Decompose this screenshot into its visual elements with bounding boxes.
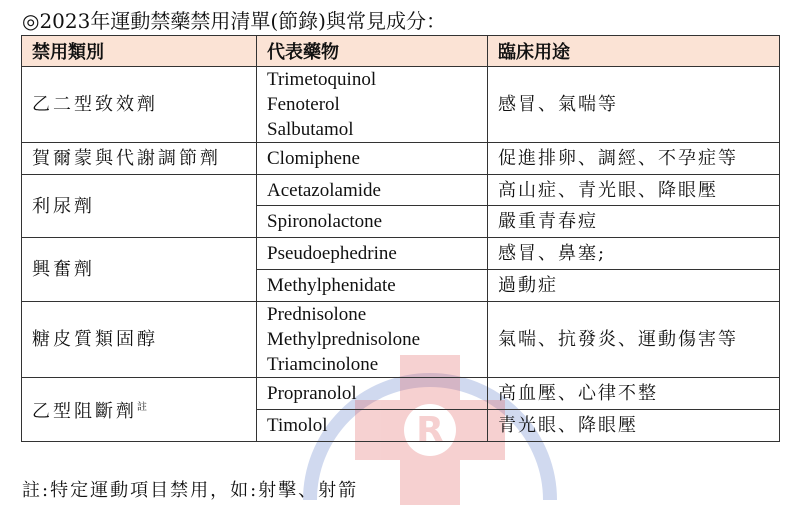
drug-name: Spironolactone [267, 211, 383, 232]
use-cell: 高血壓、心律不整 [488, 378, 780, 410]
footnote: 註:特定運動項目禁用，如:射擊、射箭 [22, 480, 359, 501]
drug-name: Pseudoephedrine [267, 243, 397, 264]
category-label: 糖皮質類固醇 [32, 329, 158, 350]
drug-cell [257, 206, 488, 238]
list-heading: ◎2023年運動禁藥禁用清單(節錄)與常見成分： [22, 9, 446, 33]
category-cell [22, 67, 257, 143]
table-header-row [22, 36, 780, 67]
drug-cell [257, 175, 488, 206]
table-row [22, 238, 780, 270]
drug-cell [257, 270, 488, 302]
use-cell: 氣喘、抗發炎、運動傷害等 [488, 302, 780, 378]
table-row [22, 378, 780, 410]
drug-cell [257, 143, 488, 175]
drug-name: Salbutamol [267, 119, 354, 140]
banned-substances-table [21, 35, 780, 442]
drug-name: Fenoterol [267, 94, 340, 115]
table-row [22, 302, 780, 378]
use-cell: 促進排卵、調經、不孕症等 [488, 143, 780, 175]
drug-cell [257, 410, 488, 442]
footnote-marker: 註 [137, 402, 147, 413]
drug-name: Propranolol [267, 383, 357, 404]
category-cell [22, 378, 257, 442]
drug-cell [257, 67, 488, 143]
use-cell: 嚴重青春痘 [488, 206, 780, 238]
drug-name: Methylprednisolone [267, 329, 421, 350]
use-cell: 感冒、氣喘等 [488, 67, 780, 143]
drug-name: Trimetoquinol [267, 69, 377, 90]
drug-cell [257, 302, 488, 378]
category-cell [22, 175, 257, 238]
header-use: 臨床用途 [488, 36, 780, 67]
category-cell [22, 238, 257, 302]
category-label: 乙二型致效劑 [32, 94, 158, 115]
drug-name: Acetazolamide [267, 179, 381, 201]
category-label: 利尿劑 [32, 195, 95, 217]
use-cell: 青光眼、降眼壓 [488, 410, 780, 442]
category-label: 乙型阻斷劑 [32, 401, 137, 422]
category-cell [22, 302, 257, 378]
drug-cell [257, 378, 488, 410]
drug-name: Prednisolone [267, 304, 367, 325]
use-cell: 過動症 [488, 270, 780, 302]
table-row [22, 143, 780, 175]
category-cell [22, 143, 257, 175]
drug-name: Methylphenidate [267, 275, 396, 296]
table-row [22, 175, 780, 206]
drug-name: Timolol [267, 415, 328, 436]
category-label: 賀爾蒙與代謝調節劑 [32, 148, 221, 169]
table-row [22, 67, 780, 143]
drug-name: Clomiphene [267, 148, 360, 169]
use-cell: 高山症、青光眼、降眼壓 [488, 175, 780, 206]
category-label: 興奮劑 [32, 259, 95, 280]
drug-cell [257, 238, 488, 270]
header-category: 禁用類別 [22, 36, 257, 67]
svg-text:R: R [416, 410, 444, 451]
header-drug: 代表藥物 [257, 36, 488, 67]
use-cell: 感冒、鼻塞; [488, 238, 780, 270]
drug-name: Triamcinolone [267, 354, 379, 375]
